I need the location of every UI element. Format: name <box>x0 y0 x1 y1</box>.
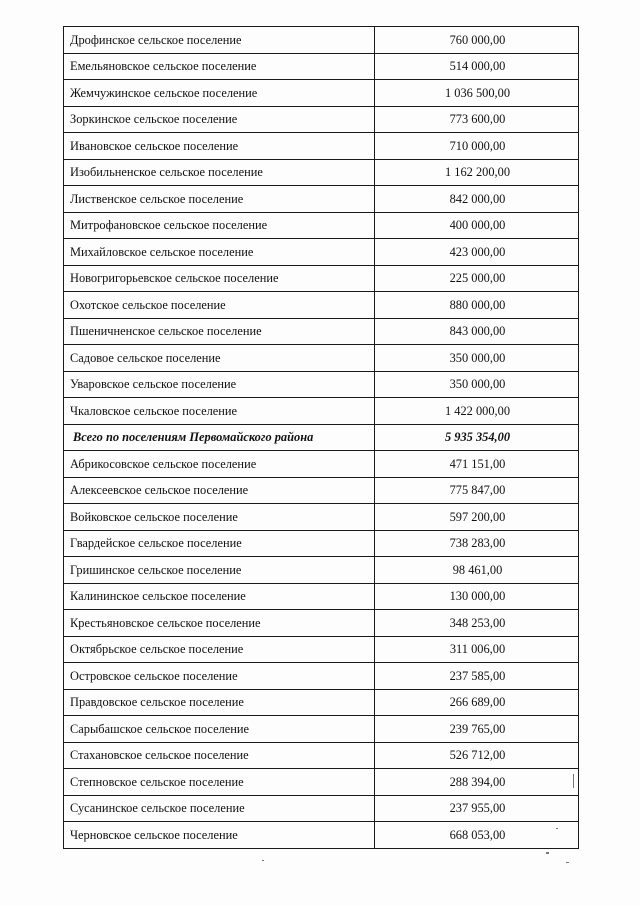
table-row <box>64 239 579 266</box>
settlement-name: Алексеевское сельское поселение <box>64 477 375 504</box>
settlement-name: Войковское сельское поселение <box>64 504 375 531</box>
amount: 760 000,00 <box>375 27 579 54</box>
settlement-name: Дрофинское сельское поселение <box>64 27 375 54</box>
table-row <box>64 133 579 160</box>
table-row <box>64 769 579 796</box>
amount: 130 000,00 <box>375 583 579 610</box>
amount: 225 000,00 <box>375 265 579 292</box>
settlement-name: Михайловское сельское поселение <box>64 239 375 266</box>
settlement-name: Ивановское сельское поселение <box>64 133 375 160</box>
amount: 471 151,00 <box>375 451 579 478</box>
table-row <box>64 371 579 398</box>
settlement-name: Чкаловское сельское поселение <box>64 398 375 425</box>
amount: 311 006,00 <box>375 636 579 663</box>
table-body <box>64 27 579 849</box>
amount: 237 585,00 <box>375 663 579 690</box>
table-row <box>64 106 579 133</box>
settlement-name: Емельяновское сельское поселение <box>64 53 375 80</box>
settlement-name: Пшеничненское сельское поселение <box>64 318 375 345</box>
amount: 350 000,00 <box>375 345 579 372</box>
total-row <box>64 424 579 451</box>
settlement-name: Лиственское сельское поселение <box>64 186 375 213</box>
table-row <box>64 822 579 849</box>
amount: 239 765,00 <box>375 716 579 743</box>
table-row <box>64 212 579 239</box>
amount: 288 394,00 <box>375 769 579 796</box>
scan-mark <box>262 860 264 861</box>
table-row <box>64 583 579 610</box>
total-label: Всего по поселениям Первомайского района <box>64 424 375 451</box>
settlement-name: Митрофановское сельское поселение <box>64 212 375 239</box>
amount: 400 000,00 <box>375 212 579 239</box>
settlement-name: Охотское сельское поселение <box>64 292 375 319</box>
settlement-name: Садовое сельское поселение <box>64 345 375 372</box>
amount: 1 036 500,00 <box>375 80 579 107</box>
table-row <box>64 716 579 743</box>
settlement-name: Жемчужинское сельское поселение <box>64 80 375 107</box>
amount: 266 689,00 <box>375 689 579 716</box>
table-row <box>64 636 579 663</box>
table-row <box>64 292 579 319</box>
amount: 1 422 000,00 <box>375 398 579 425</box>
settlement-name: Сусанинское сельское поселение <box>64 795 375 822</box>
table-row <box>64 265 579 292</box>
settlement-name: Гришинское сельское поселение <box>64 557 375 584</box>
amount: 423 000,00 <box>375 239 579 266</box>
amount: 843 000,00 <box>375 318 579 345</box>
table-row <box>64 530 579 557</box>
settlement-name: Зоркинское сельское поселение <box>64 106 375 133</box>
table-row <box>64 477 579 504</box>
amount: 738 283,00 <box>375 530 579 557</box>
scan-mark <box>573 774 574 788</box>
amount: 237 955,00 <box>375 795 579 822</box>
amount: 348 253,00 <box>375 610 579 637</box>
amount: 98 461,00 <box>375 557 579 584</box>
settlement-name: Калининское сельское поселение <box>64 583 375 610</box>
table-row <box>64 318 579 345</box>
table-row <box>64 159 579 186</box>
settlement-name: Гвардейское сельское поселение <box>64 530 375 557</box>
table-row <box>64 398 579 425</box>
table-row <box>64 663 579 690</box>
table-row <box>64 689 579 716</box>
amount: 775 847,00 <box>375 477 579 504</box>
scan-mark <box>566 862 569 863</box>
settlements-budget-table <box>63 26 579 849</box>
amount: 773 600,00 <box>375 106 579 133</box>
scan-mark <box>546 852 549 854</box>
table-row <box>64 557 579 584</box>
table-row <box>64 80 579 107</box>
table-row <box>64 795 579 822</box>
table-row <box>64 610 579 637</box>
amount: 1 162 200,00 <box>375 159 579 186</box>
settlement-name: Изобильненское сельское поселение <box>64 159 375 186</box>
scan-mark <box>556 828 558 829</box>
amount: 597 200,00 <box>375 504 579 531</box>
settlement-name: Абрикосовское сельское поселение <box>64 451 375 478</box>
table-row <box>64 345 579 372</box>
amount: 710 000,00 <box>375 133 579 160</box>
table-row <box>64 27 579 54</box>
total-amount: 5 935 354,00 <box>375 424 579 451</box>
table-row <box>64 451 579 478</box>
settlement-name: Октябрьское сельское поселение <box>64 636 375 663</box>
amount: 526 712,00 <box>375 742 579 769</box>
settlement-name: Правдовское сельское поселение <box>64 689 375 716</box>
settlement-name: Уваровское сельское поселение <box>64 371 375 398</box>
table-row <box>64 504 579 531</box>
table-row <box>64 742 579 769</box>
amount: 514 000,00 <box>375 53 579 80</box>
settlement-name: Стахановское сельское поселение <box>64 742 375 769</box>
settlement-name: Степновское сельское поселение <box>64 769 375 796</box>
table-row <box>64 186 579 213</box>
settlement-name: Черновское сельское поселение <box>64 822 375 849</box>
settlement-name: Новогригорьевское сельское поселение <box>64 265 375 292</box>
amount: 350 000,00 <box>375 371 579 398</box>
settlement-name: Островское сельское поселение <box>64 663 375 690</box>
amount: 880 000,00 <box>375 292 579 319</box>
settlement-name: Крестьяновское сельское поселение <box>64 610 375 637</box>
amount: 668 053,00 <box>375 822 579 849</box>
settlement-name: Сарыбашское сельское поселение <box>64 716 375 743</box>
amount: 842 000,00 <box>375 186 579 213</box>
table-row <box>64 53 579 80</box>
